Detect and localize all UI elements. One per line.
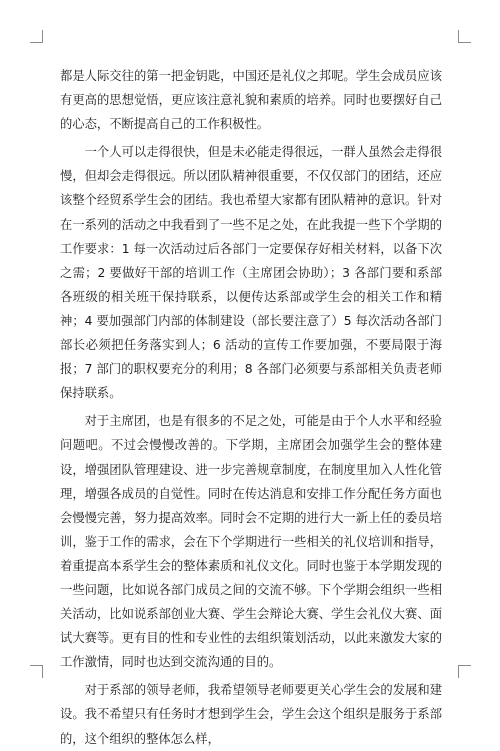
- document-body: [60, 64, 442, 751]
- crop-mark-bottom-right: [458, 665, 471, 678]
- paragraph-3: 对于主席团，也是有很多的不足之处，可能是由于个人水平和经验问题吧。不过会慢慢改善的。下学期，主席团会加强学生会的整体建设，增强团队管理建设、进一步完善规章制度，在制度里加入人性化管理，增强各成员的自觉性。同时在传达消息和安排工作分配任务方面也会慢慢完善，努力提高效率。同时会不定期的进行大一新上任的委员培训，鉴于工作的需求，会在下个学期进行一些相关的礼仪培训和指导，着重提高本系学生会的整体素质和礼仪文化。同时也鉴于本学期发现的一些问题，比如说各部门成员之间的交流不够。下个学期会组织一些相关活动，比如说系部创业大赛、学生会辩论大赛、学生会礼仪大赛、面试大赛等。更有目的性和专业性的去组织策划活动，以此来激发大家的工作激情，同时也达到交流沟通的目的。: [60, 414, 442, 670]
- paragraph-2: 一个人可以走得很快，但是未必能走得很远，一群人虽然会走得很慢，但却会走得很远。所以团队精神很重要，不仅仅部门的团结，还应该整个经贸系学生会的团结。我也希望大家都有团队精神的意识。针对在一系列的活动之中我看到了一些不足之处，在此我提一些下个学期的工作要求：1 每一次活动过后各部门一定要保存好相关材料，以备下次之需；2 要做好干部的培训工作（主席团会协助）；3 各部门要和系部各班级的相关班干保持联系，以便传达系部或学生会的相关工作和精神；4 要加强部门内部的体制建设（部长要注意了）5 每次活动各部门部长必须把任务落实到人；6 活动的宣传工作要加强，不要局限于海报；7 部门的职权要充分的利用；8 各部门必须要与系部相关负责老师保持联系。: [60, 145, 442, 401]
- paragraph-1: 都是人际交往的第一把金钥匙，中国还是礼仪之邦呢。学生会成员应该有更高的思想觉悟，更应该注意礼貌和素质的培养。同时也要摆好自己的心态，不断提高自己的工作积极性。: [60, 69, 442, 132]
- crop-mark-bottom-left: [30, 665, 43, 678]
- crop-mark-top-right: [458, 30, 471, 43]
- paragraph-4: 对于系部的领导老师，我希望领导老师要更关心学生会的发展和建设。我不希望只有任务时才想到学生会，学生会这个组织是服务于系部的，这个组织的整体怎么样，: [60, 683, 442, 746]
- crop-mark-top-left: [30, 30, 43, 43]
